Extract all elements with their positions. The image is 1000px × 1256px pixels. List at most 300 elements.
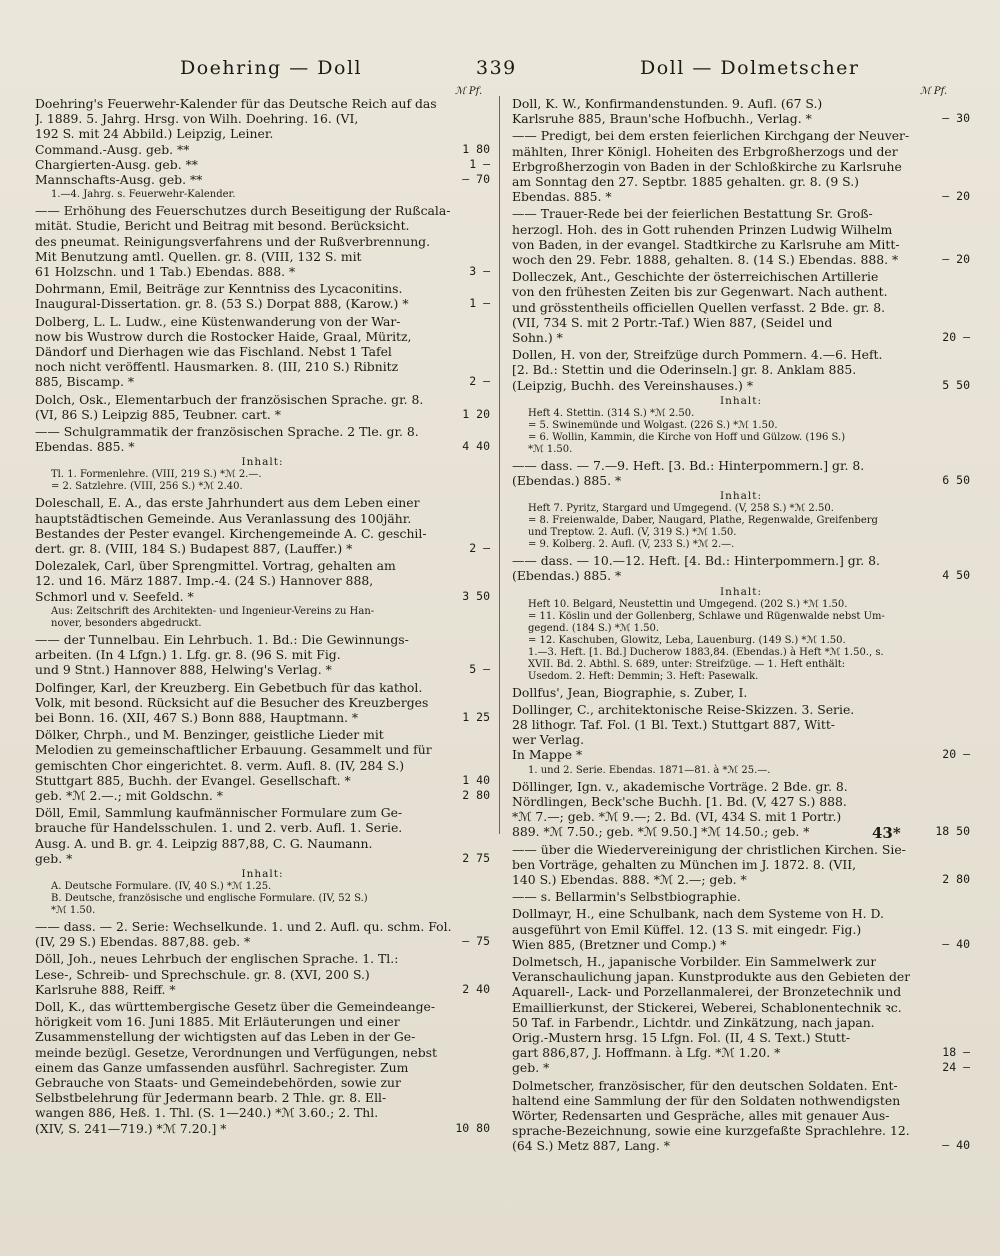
entry-text: und 9 Stnt.) Hannover 888, Helwing's Verlag. * bbox=[35, 662, 332, 678]
entry-line bbox=[35, 495, 490, 510]
entry-text: Dolch, Osk., Elementarbuch der französischen Sprache. gr. 8. bbox=[35, 391, 424, 407]
entry-price: 10 80 bbox=[455, 1120, 490, 1135]
entry-text: Ebendas. 885. * bbox=[35, 439, 135, 455]
entry-price: 20 — bbox=[942, 747, 970, 762]
entry-text: Mannschafts-Ausg. geb. ** bbox=[35, 172, 203, 188]
entry-line bbox=[35, 647, 490, 662]
catalog-entry bbox=[35, 281, 490, 311]
note-line: = 11. Köslin und der Gollenberg, Schlawe und Rügenwalde nebst Um- bbox=[528, 610, 885, 622]
entry-line bbox=[512, 809, 970, 824]
entry-price: 2 — bbox=[469, 541, 490, 556]
entry-line bbox=[512, 315, 970, 330]
entry-note bbox=[512, 599, 970, 683]
entry-price: 1 — bbox=[469, 296, 490, 311]
entry-line bbox=[35, 111, 490, 126]
entry-text: Ebendas. 885. * bbox=[512, 189, 612, 205]
entry-line bbox=[35, 758, 490, 773]
note-line: 1.—4. Jahrg. s. Feuerwehr-Kalender. bbox=[51, 189, 236, 201]
entry-text: J. 1889. 5. Jahrg. Hrsg. von Wilh. Doehring. 16. (VI, bbox=[35, 111, 359, 127]
catalog-entry bbox=[35, 96, 490, 187]
entry-line bbox=[35, 407, 490, 422]
entry-price: 1 20 bbox=[462, 406, 490, 421]
entry-text: (XIV, S. 241—719.) *ℳ 7.20.] * bbox=[35, 1120, 227, 1136]
entry-line bbox=[35, 805, 490, 820]
catalog-entry bbox=[512, 842, 970, 888]
entry-text: (64 S.) Metz 887, Lang. * bbox=[512, 1138, 670, 1154]
catalog-entry bbox=[35, 951, 490, 997]
note-line: = 8. Freienwalde, Daber, Naugard, Plathe, Regenwalde, Greifenberg bbox=[528, 515, 878, 527]
entry-text: (IV, 29 S.) Ebendas. 887,88. geb. * bbox=[35, 934, 251, 950]
entry-text: 50 Taf. in Farbendr., Lichtdr. und Zinkätzung, nach japan. bbox=[512, 1014, 875, 1030]
entry-text: wangen 886, Heß. 1. Thl. (S. 1—240.) *ℳ 3.60.; 2. Thl. bbox=[35, 1105, 379, 1121]
entry-line bbox=[35, 424, 490, 439]
entry-text: —— der Tunnelbau. Ein Lehrbuch. 1. Bd.: Die Gewinnungs- bbox=[35, 631, 409, 647]
entry-price: 4 40 bbox=[462, 439, 490, 454]
entry-text: des pneumat. Reinigungsverfahrens und der Rußverbrennung. bbox=[35, 233, 431, 249]
entry-text: brauche für Handelsschulen. 1. und 2. verb. Aufl. 1. Serie. bbox=[35, 820, 403, 836]
entry-price: — 40 bbox=[942, 936, 970, 951]
entry-text: now bis Wustrow durch die Rostocker Haide, Graal, Müritz, bbox=[35, 328, 412, 344]
entry-line bbox=[512, 1000, 970, 1015]
entry-line bbox=[512, 1138, 970, 1153]
entry-line bbox=[35, 982, 490, 997]
entry-line bbox=[35, 526, 490, 541]
entry-price: 2 75 bbox=[462, 850, 490, 865]
entry-line bbox=[35, 632, 490, 647]
entry-text: geb. * bbox=[512, 1060, 550, 1076]
catalog-entry bbox=[35, 314, 490, 390]
entry-note bbox=[35, 469, 490, 493]
entry-text: Dolezalek, Carl, über Sprengmittel. Vortrag, gehalten am bbox=[35, 558, 396, 574]
entry-line bbox=[35, 934, 490, 949]
entry-line bbox=[35, 1075, 490, 1090]
entry-text: ausgeführt von Emil Küffel. 12. (13 S. mit eingedr. Fig.) bbox=[512, 921, 862, 937]
entry-text: geb. * bbox=[35, 850, 73, 866]
entry-text: Nördlingen, Beck'sche Buchh. [1. Bd. (V, 427 S.) 888. bbox=[512, 793, 847, 809]
entry-line bbox=[512, 174, 970, 189]
entry-line bbox=[35, 788, 490, 803]
column-divider bbox=[499, 96, 500, 834]
catalog-entry bbox=[35, 919, 490, 949]
entry-text: 61 Holzschn. und 1 Tab.) Ebendas. 888. * bbox=[35, 264, 296, 280]
entry-text: von den frühesten Zeiten bis zur Gegenwart. Nach authent. bbox=[512, 284, 888, 300]
entry-line bbox=[512, 128, 970, 143]
entry-line bbox=[512, 362, 970, 377]
entry-line bbox=[35, 573, 490, 588]
entry-text: Döllinger, Ign. v., akademische Vorträge. 2 Bde. gr. 8. bbox=[512, 778, 848, 794]
catalog-entry bbox=[512, 1078, 970, 1154]
note-line: *ℳ 1.50. bbox=[528, 443, 573, 455]
entry-line bbox=[512, 1093, 970, 1108]
entry-price: — 75 bbox=[462, 934, 490, 949]
note-line: = 6. Wollin, Kammin, die Kirche von Hoff und Gülzow. (196 S.) bbox=[528, 431, 846, 443]
entry-text: Chargierten-Ausg. geb. ** bbox=[35, 156, 198, 172]
entry-line bbox=[512, 347, 970, 362]
entry-line bbox=[512, 954, 970, 969]
entry-line bbox=[35, 374, 490, 389]
entry-text: (Ebendas.) 885. * bbox=[512, 568, 622, 584]
entry-text: In Mappe * bbox=[512, 747, 583, 763]
entry-text: Schmorl und v. Seefeld. * bbox=[35, 588, 194, 604]
note-line: Tl. 1. Formenlehre. (VIII, 219 S.) *ℳ 2.—. bbox=[51, 469, 262, 481]
running-header-left: Doehring — Doll bbox=[180, 57, 363, 79]
entry-line bbox=[512, 252, 970, 267]
entry-line bbox=[35, 1045, 490, 1060]
note-line: = 2. Satzlehre. (VIII, 256 S.) *ℳ 2.40. bbox=[51, 481, 243, 493]
entry-line bbox=[512, 872, 970, 887]
entry-text: Inaugural-Dissertation. gr. 8. (53 S.) Dorpat 888, (Karow.) * bbox=[35, 296, 409, 312]
entry-text: bei Bonn. 16. (XII, 467 S.) Bonn 888, Hauptmann. * bbox=[35, 709, 359, 725]
entry-line bbox=[35, 96, 490, 111]
catalog-entry bbox=[35, 680, 490, 726]
entry-text: 12. und 16. März 1887. Imp.-4. (24 S.) Hannover 888, bbox=[35, 573, 374, 589]
entry-line bbox=[35, 820, 490, 835]
entry-text: Karlsruhe 885, Braun'sche Hofbuchh., Verlag. * bbox=[512, 111, 812, 127]
entry-line bbox=[35, 359, 490, 374]
entry-line bbox=[512, 702, 970, 717]
entry-text: Dolberg, L. L. Ludw., eine Küstenwanderung von der War- bbox=[35, 313, 401, 329]
entry-line bbox=[35, 558, 490, 573]
catalog-entry bbox=[512, 906, 970, 952]
entry-line bbox=[35, 344, 490, 359]
entry-line bbox=[35, 773, 490, 788]
entry-text: noch nicht veröffentl. Hausmarken. 8. (III, 210 S.) Ribnitz bbox=[35, 359, 399, 375]
note-line: 1. und 2. Serie. Ebendas. 1871—81. à *ℳ 25.—. bbox=[528, 764, 771, 776]
entry-text: —— dass. — 7.—9. Heft. [3. Bd.: Hinterpommern.] gr. 8. bbox=[512, 457, 865, 473]
entry-line bbox=[35, 951, 490, 966]
entry-line bbox=[512, 794, 970, 809]
entry-price: 5 — bbox=[469, 662, 490, 677]
note-line: = 9. Kolberg. 2. Aufl. (V, 233 S.) *ℳ 2.—. bbox=[528, 539, 735, 551]
catalog-entry bbox=[35, 727, 490, 803]
entry-line bbox=[35, 1060, 490, 1075]
entry-text: Aquarell-, Lack- und Porzellanmalerei, der Bronzetechnik und bbox=[512, 984, 902, 1000]
note-line: Heft 7. Pyritz, Stargard und Umgegend. (V, 258 S.) *ℳ 2.50. bbox=[528, 503, 834, 515]
entry-text: Döll, Joh., neues Lehrbuch der englischen Sprache. 1. Tl.: bbox=[35, 951, 399, 967]
entry-text: Dohrmann, Emil, Beiträge zur Kenntniss des Lycaconitins. bbox=[35, 281, 403, 297]
entry-text: (Leipzig, Buchh. des Vereinshauses.) * bbox=[512, 377, 754, 393]
entry-line bbox=[512, 206, 970, 221]
entry-note bbox=[512, 765, 970, 777]
catalog-entry bbox=[512, 702, 970, 763]
entry-text: Erbgroßherzogin von Baden in der Schloßkirche zu Karlsruhe bbox=[512, 158, 902, 174]
entry-line bbox=[35, 851, 490, 866]
entry-line bbox=[35, 710, 490, 725]
catalog-entry bbox=[512, 347, 970, 393]
catalog-entry bbox=[35, 632, 490, 678]
entry-line bbox=[512, 984, 970, 999]
entry-text: Melodien zu gemeinschaftlicher Erbauung. Gesammelt und für bbox=[35, 742, 432, 758]
entry-line bbox=[512, 747, 970, 762]
note-line: Aus: Zeitschrift des Architekten- und Ingenieur-Vereins zu Han- bbox=[51, 605, 375, 617]
entry-line bbox=[512, 284, 970, 299]
entry-line bbox=[512, 842, 970, 857]
entry-line bbox=[512, 824, 970, 839]
entry-line bbox=[35, 281, 490, 296]
entry-text: sprache-Bezeichnung, sowie eine kurzgefaßte Sprachlehre. 12. bbox=[512, 1123, 910, 1139]
entry-price: 3 — bbox=[469, 264, 490, 279]
note-line: = 12. Kaschuben, Glowitz, Leba, Lauenburg. (149 S.) *ℳ 1.50. bbox=[528, 634, 846, 646]
entry-line bbox=[35, 727, 490, 742]
entry-text: Wien 885, (Bretzner und Comp.) * bbox=[512, 936, 727, 952]
entry-text: Doehring's Feuerwehr-Kalender für das Deutsche Reich auf das bbox=[35, 96, 437, 111]
contents-heading: Inhalt: bbox=[241, 867, 284, 880]
entry-line bbox=[512, 330, 970, 345]
entry-line bbox=[35, 1090, 490, 1105]
entry-price: 1 25 bbox=[462, 709, 490, 724]
entry-line bbox=[512, 1015, 970, 1030]
entry-text: Dölker, Chrph., und M. Benzinger, geistliche Lieder mit bbox=[35, 727, 384, 743]
catalog-entry bbox=[512, 779, 970, 840]
entry-line bbox=[512, 969, 970, 984]
entry-text: Ausg. A. und B. gr. 4. Leipzig 887,88, C. G. Naumann. bbox=[35, 835, 373, 851]
entry-text: Dolmetscher, französischer, für den deutschen Soldaten. Ent- bbox=[512, 1077, 898, 1093]
entry-price: 5 50 bbox=[942, 377, 970, 392]
entry-price: 3 50 bbox=[462, 588, 490, 603]
entry-note bbox=[512, 503, 970, 551]
entry-line bbox=[512, 378, 970, 393]
entry-text: 885, Biscamp. * bbox=[35, 374, 135, 390]
entry-text: gemischten Chor eingerichtet. 8. verm. Aufl. 8. (IV, 284 S.) bbox=[35, 757, 405, 773]
entry-text: Dändorf und Dierhagen wie das Fischland. Nebst 1 Tafel bbox=[35, 344, 392, 360]
entry-line bbox=[35, 234, 490, 249]
entry-line bbox=[35, 836, 490, 851]
note-line: 1.—3. Heft. [1. Bd.] Ducherow 1883,84. (Ebendas.) à Heft *ℳ 1.50., s. bbox=[528, 646, 884, 658]
entry-text: Orig.-Mustern hrsg. 15 Lfgn. Fol. (II, 4 S. Text.) Stutt- bbox=[512, 1029, 851, 1045]
entry-text: Dollfus', Jean, Biographie, s. Zuber, I. bbox=[512, 684, 748, 700]
entry-line bbox=[35, 439, 490, 454]
left-column bbox=[35, 96, 490, 1138]
price-column-heading-left: ℳ Pf. bbox=[455, 86, 483, 97]
entry-line bbox=[512, 144, 970, 159]
entry-line bbox=[35, 967, 490, 982]
entry-text: dert. gr. 8. (VIII, 184 S.) Budapest 887, (Lauffer.) * bbox=[35, 541, 353, 557]
entry-text: Sohn.) * bbox=[512, 330, 563, 346]
entry-line bbox=[512, 189, 970, 204]
entry-price: — 20 bbox=[942, 189, 970, 204]
contents-heading: Inhalt: bbox=[719, 585, 763, 598]
entry-text: Lese-, Schreib- und Sprechschule. gr. 8. (XVI, 200 S.) bbox=[35, 966, 370, 982]
entry-line bbox=[512, 111, 970, 126]
entry-price: 4 50 bbox=[942, 568, 970, 583]
note-line: nover, besonders abgedruckt. bbox=[51, 617, 202, 629]
running-header-right: Doll — Dolmetscher bbox=[640, 57, 860, 79]
entry-price: — 70 bbox=[462, 172, 490, 187]
entry-text: Wörter, Redensarten und Gespräche, alles mit genauer Aus- bbox=[512, 1107, 890, 1123]
entry-line bbox=[35, 1121, 490, 1136]
contents-heading: Inhalt: bbox=[241, 456, 284, 469]
entry-price: 2 80 bbox=[462, 787, 490, 802]
entry-line bbox=[512, 889, 970, 904]
entry-text: wer Verlag. bbox=[512, 732, 585, 748]
entry-line bbox=[35, 541, 490, 556]
entry-text: haltend eine Sammlung der für den Soldaten nothwendigsten bbox=[512, 1092, 901, 1108]
entry-line bbox=[35, 1029, 490, 1044]
entry-text: Dolmetsch, H., japanische Vorbilder. Ein Sammelwerk zur bbox=[512, 953, 877, 969]
entry-line bbox=[512, 685, 970, 700]
entry-line bbox=[35, 999, 490, 1014]
catalog-entry bbox=[35, 424, 490, 454]
catalog-entry bbox=[512, 954, 970, 1076]
entry-text: (Ebendas.) 885. * bbox=[512, 473, 622, 489]
entry-line bbox=[35, 203, 490, 218]
entry-line bbox=[512, 553, 970, 568]
entry-text: 28 lithogr. Taf. Fol. (1 Bl. Text.) Stuttgart 887, Witt- bbox=[512, 717, 835, 733]
entry-line bbox=[512, 96, 970, 111]
entry-price: 18 50 bbox=[935, 824, 970, 839]
entry-text: woch den 29. Febr. 1888, gehalten. 8. (14 S.) Ebendas. 888. * bbox=[512, 252, 899, 268]
entry-line bbox=[512, 922, 970, 937]
entry-line bbox=[35, 314, 490, 329]
catalog-entry bbox=[512, 685, 970, 700]
entry-text: Mit Benutzung amtl. Quellen. gr. 8. (VIII, 132 S. mit bbox=[35, 248, 362, 264]
contents-heading: Inhalt: bbox=[719, 394, 763, 407]
catalog-entry bbox=[512, 269, 970, 345]
catalog-entry bbox=[35, 999, 490, 1136]
entry-price: 1 — bbox=[469, 156, 490, 171]
entry-price: — 20 bbox=[942, 252, 970, 267]
entry-text: Doleschall, E. A., das erste Jahrhundert aus dem Leben einer bbox=[35, 495, 420, 511]
entry-text: und grösstentheils officiellen Quellen verfasst. 2 Bde. gr. 8. bbox=[512, 299, 886, 315]
entry-line bbox=[35, 662, 490, 677]
entry-line bbox=[512, 1030, 970, 1045]
entry-text: am Sonntag den 27. Septbr. 1885 gehalten. gr. 8. (9 S.) bbox=[512, 174, 859, 190]
entry-line bbox=[35, 589, 490, 604]
catalog-entry bbox=[512, 96, 970, 126]
catalog-entry bbox=[35, 805, 490, 866]
entry-text: (VI, 86 S.) Leipzig 885, Teubner. cart. * bbox=[35, 406, 281, 422]
entry-text: 889. *ℳ 7.50.; geb. *ℳ 9.50.] *ℳ 14.50.; geb. * bbox=[512, 824, 810, 840]
entry-line bbox=[512, 717, 970, 732]
entry-text: —— s. Bellarmin's Selbstbiographie. bbox=[512, 889, 741, 905]
entry-note bbox=[512, 408, 970, 456]
page-number: 339 bbox=[476, 57, 517, 79]
contents-heading: Inhalt: bbox=[719, 490, 763, 503]
entry-text: Karlsruhe 888, Reiff. * bbox=[35, 981, 176, 997]
note-line: und Treptow. 2. Aufl. (V, 319 S.) *ℳ 1.50. bbox=[528, 527, 737, 539]
entry-line bbox=[35, 172, 490, 187]
entry-text: Bestandes der Pester evangel. Kirchengemeinde A. C. geschil- bbox=[35, 525, 427, 541]
note-line: Heft 4. Stettin. (314 S.) *ℳ 2.50. bbox=[528, 407, 695, 419]
entry-text: meinde bezügl. Gesetze, Verordnungen und Verfügungen, nebst bbox=[35, 1044, 437, 1060]
entry-line bbox=[35, 142, 490, 157]
entry-line bbox=[35, 392, 490, 407]
note-line: gegend. (184 S.) *ℳ 1.50. bbox=[528, 622, 660, 634]
entry-price: 6 50 bbox=[942, 473, 970, 488]
entry-text: von Baden, in der evangel. Stadtkirche zu Karlsruhe am Mitt- bbox=[512, 236, 900, 252]
entry-text: hörigkeit vom 16. Juni 1885. Mit Erläuterungen und einer bbox=[35, 1014, 400, 1030]
entry-text: Dolleczek, Ant., Geschichte der österreichischen Artillerie bbox=[512, 269, 879, 285]
entry-text: —— dass. — 2. Serie: Wechselkunde. 1. und 2. Aufl. qu. schm. Fol. bbox=[35, 918, 452, 934]
signature-mark: 43* bbox=[872, 824, 901, 842]
catalog-entry bbox=[512, 206, 970, 267]
entry-line bbox=[35, 296, 490, 311]
right-column bbox=[512, 96, 970, 1156]
entry-line bbox=[35, 680, 490, 695]
entry-text: [2. Bd.: Stettin und die Oderinseln.] gr. 8. Anklam 885. bbox=[512, 362, 857, 378]
entry-line bbox=[512, 222, 970, 237]
entry-text: Doll, K., das württembergische Gesetz über die Gemeindeange- bbox=[35, 998, 436, 1014]
entry-text: Emaillierkunst, der Stickerei, Weberei, Schablonentechnik ꝛc. bbox=[512, 999, 902, 1015]
entry-text: Dolfinger, Karl, der Kreuzberg. Ein Gebetbuch für das kathol. bbox=[35, 679, 423, 695]
entry-line bbox=[512, 300, 970, 315]
catalog-entry bbox=[512, 553, 970, 583]
entry-line bbox=[35, 126, 490, 141]
entry-text: geb. *ℳ 2.—.; mit Goldschn. * bbox=[35, 787, 223, 803]
note-line: Heft 10. Belgard, Neustettin und Umgegend. (202 S.) *ℳ 1.50. bbox=[528, 598, 848, 610]
entry-line bbox=[35, 695, 490, 710]
entry-line bbox=[512, 857, 970, 872]
catalog-entry bbox=[512, 458, 970, 488]
entry-text: Command.-Ausg. geb. ** bbox=[35, 141, 190, 157]
entry-line bbox=[35, 1014, 490, 1029]
entry-text: mität. Studie, Bericht und Beitrag mit besond. Berücksicht. bbox=[35, 218, 410, 234]
entry-line bbox=[512, 473, 970, 488]
catalog-entry bbox=[35, 495, 490, 556]
entry-price: 24 — bbox=[942, 1060, 970, 1075]
entry-line bbox=[35, 249, 490, 264]
entry-line bbox=[512, 1060, 970, 1075]
entry-text: *ℳ 7.—; geb. *ℳ 9.—; 2. Bd. (VI, 434 S. mit 1 Portr.) bbox=[512, 809, 842, 825]
entry-text: Dollmayr, H., eine Schulbank, nach dem Systeme von H. D. bbox=[512, 906, 884, 922]
note-line: Usedom. 2. Heft: Demmin; 3. Heft: Pasewalk. bbox=[528, 670, 759, 682]
price-column-heading-right: ℳ Pf. bbox=[920, 86, 948, 97]
entry-text: 192 S. mit 24 Abbild.) Leipzig, Leiner. bbox=[35, 126, 274, 142]
entry-text: hauptstädtischen Gemeinde. Aus Veranlassung des 100jähr. bbox=[35, 510, 412, 526]
entry-text: einem das Ganze umfassenden ausführl. Sachregister. Zum bbox=[35, 1059, 409, 1075]
catalog-entry bbox=[35, 558, 490, 604]
entry-text: Selbstbelehrung für Jedermann bearb. 2 Thle. gr. 8. Ell- bbox=[35, 1090, 387, 1106]
entry-text: —— Schulgrammatik der französischen Sprache. 2 Tle. gr. 8. bbox=[35, 424, 419, 440]
entry-line bbox=[512, 779, 970, 794]
entry-text: Veranschaulichung japan. Kunstprodukte aus den Gebieten der bbox=[512, 969, 911, 985]
entry-line bbox=[35, 742, 490, 757]
entry-line bbox=[512, 1108, 970, 1123]
note-line: = 5. Swinemünde und Wolgast. (226 S.) *ℳ 1.50. bbox=[528, 419, 778, 431]
note-line: A. Deutsche Formulare. (IV, 40 S.) *ℳ 1.25. bbox=[51, 880, 272, 892]
entry-line bbox=[35, 264, 490, 279]
entry-text: 140 S.) Ebendas. 888. *ℳ 2.—; geb. * bbox=[512, 871, 747, 887]
catalog-entry bbox=[512, 889, 970, 904]
entry-line bbox=[512, 1045, 970, 1060]
note-line: *ℳ 1.50. bbox=[51, 904, 96, 916]
entry-line bbox=[512, 269, 970, 284]
entry-line bbox=[35, 919, 490, 934]
entry-note bbox=[35, 881, 490, 917]
entry-line bbox=[35, 218, 490, 233]
entry-text: Dollinger, C., architektonische Reise-Skizzen. 3. Serie. bbox=[512, 701, 855, 717]
entry-line bbox=[512, 1078, 970, 1093]
entry-line bbox=[512, 732, 970, 747]
entry-price: — 30 bbox=[942, 111, 970, 126]
catalog-entry bbox=[512, 128, 970, 204]
entry-price: 2 40 bbox=[462, 981, 490, 996]
entry-line bbox=[512, 1123, 970, 1138]
catalog-entry bbox=[35, 392, 490, 422]
entry-text: gart 886,87, J. Hoffmann. à Lfg. *ℳ 1.20. * bbox=[512, 1045, 781, 1061]
entry-text: Stuttgart 885, Buchh. der Evangel. Gesellschaft. * bbox=[35, 772, 351, 788]
entry-text: Döll, Emil, Sammlung kaufmännischer Formulare zum Ge- bbox=[35, 805, 403, 821]
entry-text: —— dass. — 10.—12. Heft. [4. Bd.: Hinterpommern.] gr. 8. bbox=[512, 553, 880, 569]
entry-line bbox=[512, 906, 970, 921]
entry-price: 1 80 bbox=[462, 141, 490, 156]
entry-text: herzogl. Hoh. des in Gott ruhenden Prinzen Ludwig Wilhelm bbox=[512, 221, 893, 237]
entry-text: Gebrauche von Staats- und Gemeindebehörden, sowie zur bbox=[35, 1074, 401, 1090]
entry-text: —— Predigt, bei dem ersten feierlichen Kirchgang der Neuver- bbox=[512, 128, 910, 144]
entry-text: (VII, 734 S. mit 2 Portr.-Taf.) Wien 887, (Seidel und bbox=[512, 314, 833, 330]
entry-line bbox=[512, 937, 970, 952]
entry-price: 18 — bbox=[942, 1045, 970, 1060]
